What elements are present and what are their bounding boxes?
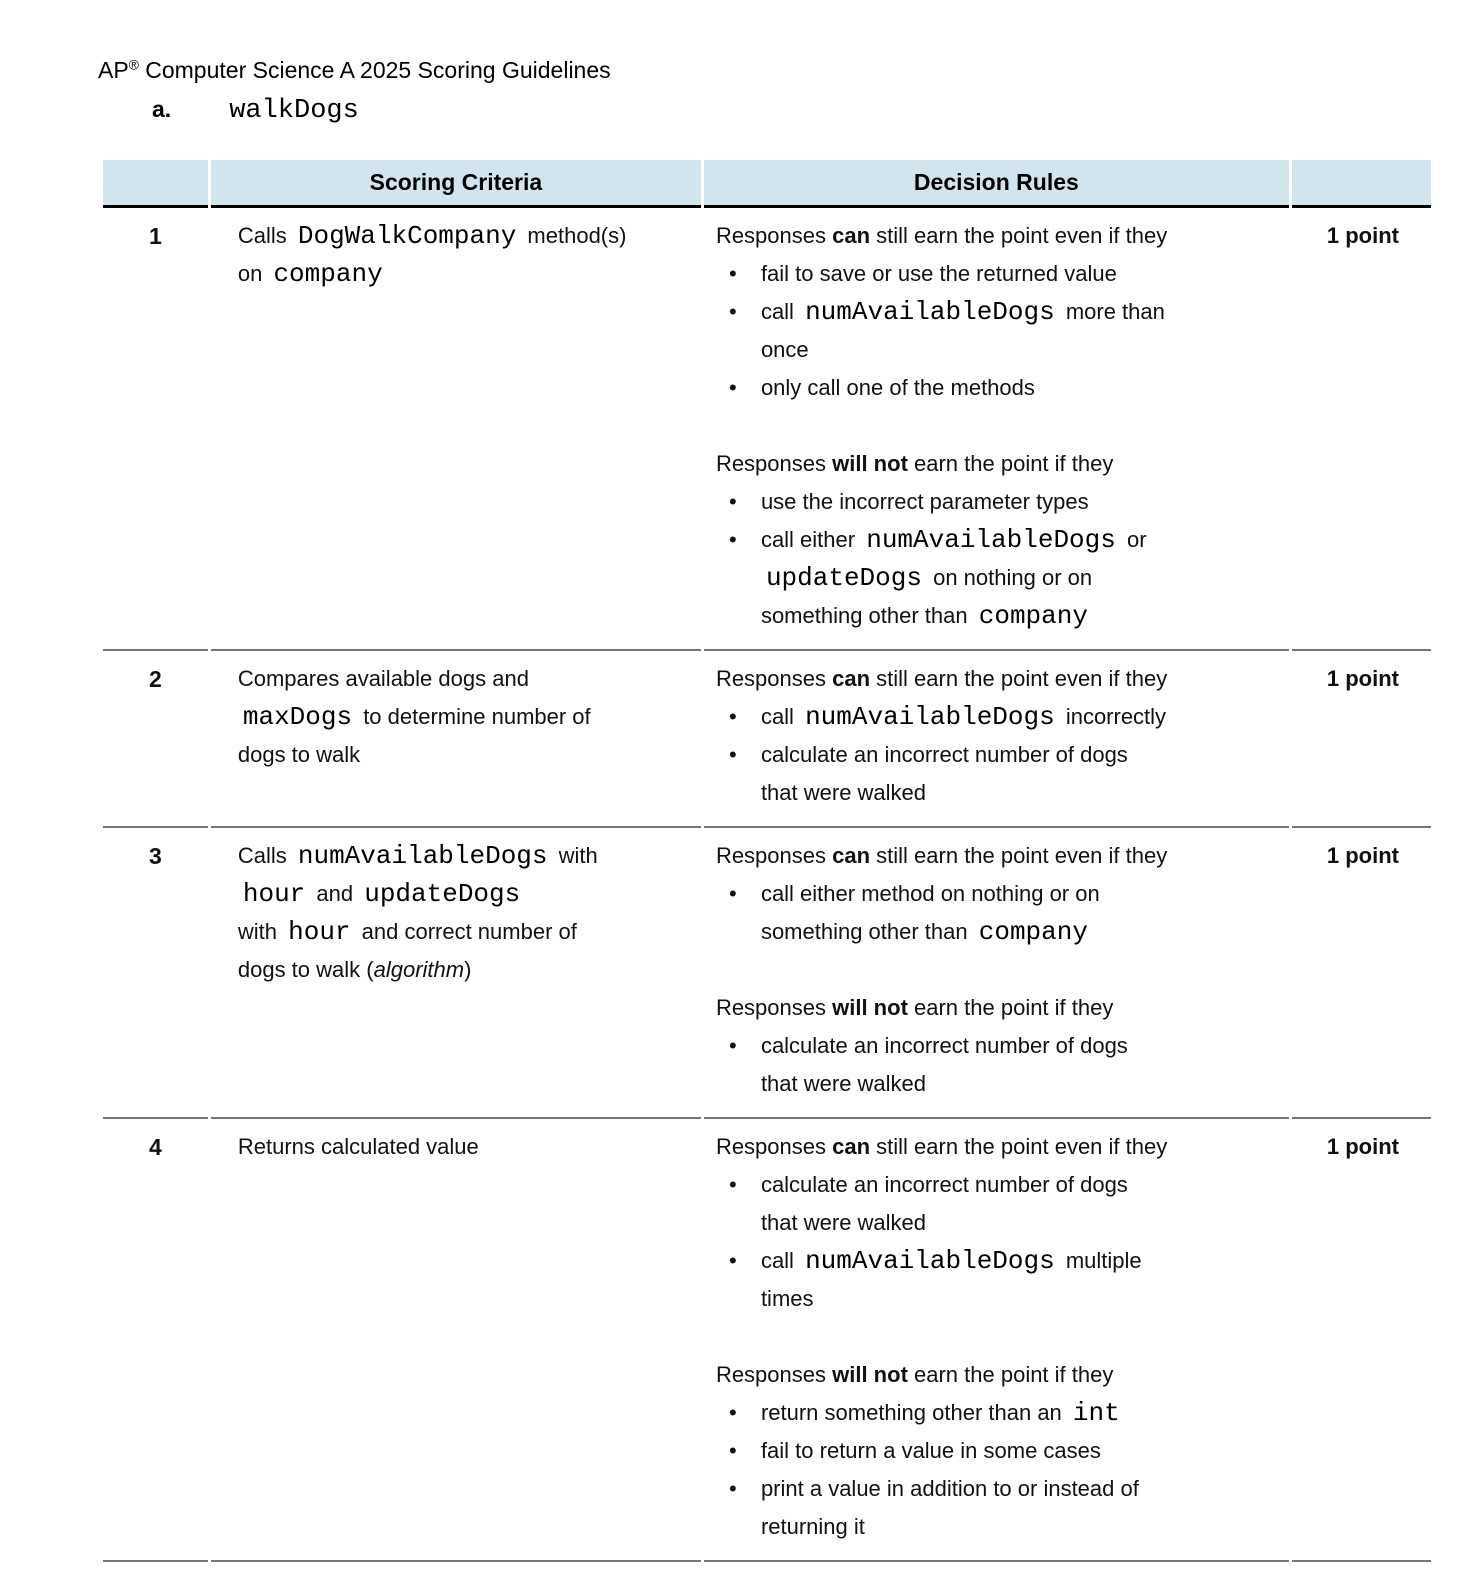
bullet-list <box>716 255 1283 407</box>
rules-paragraph <box>716 217 1283 255</box>
bullet-text <box>761 1470 1283 1546</box>
text-segment: earn the point if they <box>907 451 1114 476</box>
rules-paragraph <box>716 445 1283 483</box>
registered-mark: ® <box>128 57 139 73</box>
points-value: 1 point <box>1292 1119 1431 1562</box>
rules-paragraph <box>716 989 1283 1027</box>
criterion-text <box>211 651 701 828</box>
bullet-item <box>716 698 1283 736</box>
bullet-text <box>761 521 1283 635</box>
bullet-text <box>761 698 1283 736</box>
text-segment: Responses <box>715 666 833 691</box>
bullet-text <box>761 1166 1283 1242</box>
text-segment: dogs to walk <box>237 742 361 767</box>
text-segment: returning it <box>760 1514 865 1539</box>
text-segment: something other than <box>760 603 974 628</box>
bold-text: will not <box>832 995 908 1020</box>
bullet-list <box>716 698 1283 812</box>
rules-spacer <box>716 1318 1283 1356</box>
text-segment: dogs to walk ( <box>237 957 374 982</box>
scoring-table <box>100 160 1434 1562</box>
bullet-item <box>716 1166 1283 1242</box>
text-segment: times <box>760 1286 814 1311</box>
code-token: company <box>978 917 1088 947</box>
bullet-icon: • <box>728 375 737 400</box>
text-segment: still earn the point even if they <box>870 1134 1168 1159</box>
criterion-number: 3 <box>103 828 208 1119</box>
bullet-list <box>716 1166 1283 1318</box>
text-segment: call either method on nothing or on <box>760 881 1100 906</box>
bullet-icon: • <box>728 742 737 767</box>
bullet-icon: • <box>728 1476 737 1501</box>
code-token: int <box>1072 1398 1120 1428</box>
criterion-text <box>211 1119 701 1562</box>
text-segment: still earn the point even if they <box>870 223 1168 248</box>
bullet-item <box>716 736 1283 812</box>
code-token: company <box>273 259 383 289</box>
header-number-cell <box>103 160 208 208</box>
criterion-number: 4 <box>103 1119 208 1562</box>
bold-text: can <box>832 223 871 248</box>
bullet-text <box>761 1432 1283 1470</box>
points-value: 1 point <box>1292 828 1431 1119</box>
text-segment: that were walked <box>760 1071 927 1096</box>
code-token: numAvailableDogs <box>297 841 548 871</box>
code-token: hour <box>242 879 306 909</box>
decision-rules <box>704 1119 1289 1562</box>
text-segment: calculate an incorrect number of dogs <box>760 1172 1128 1197</box>
bullet-item <box>716 255 1283 293</box>
bullet-item <box>716 875 1283 951</box>
rules-paragraph <box>716 660 1283 698</box>
text-segment: earn the point if they <box>907 1362 1114 1387</box>
bullet-text <box>761 875 1283 951</box>
code-token: DogWalkCompany <box>297 221 517 251</box>
bullet-item <box>716 1470 1283 1546</box>
code-token: updateDogs <box>765 563 922 593</box>
text-segment: ) <box>464 957 472 982</box>
table-body <box>103 208 1431 1562</box>
text-segment: and correct number of <box>355 919 577 944</box>
bullet-text <box>761 1027 1283 1103</box>
rules-spacer <box>716 407 1283 445</box>
bullet-icon: • <box>728 299 737 324</box>
text-segment: on nothing or on <box>926 565 1093 590</box>
text-segment: with <box>552 843 598 868</box>
bullet-item <box>716 1242 1283 1318</box>
text-segment: Calls <box>237 843 293 868</box>
text-segment: only call one of the methods <box>760 375 1035 400</box>
bullet-icon: • <box>728 1033 737 1058</box>
text-segment: print a value in addition to or instead of <box>760 1476 1139 1501</box>
text-segment: fail to return a value in some cases <box>760 1438 1101 1463</box>
text-segment: Returns calculated value <box>237 1134 479 1159</box>
bullet-item <box>716 521 1283 635</box>
bullet-item <box>716 369 1283 407</box>
table-row <box>103 651 1431 828</box>
text-segment: calculate an incorrect number of dogs <box>760 1033 1128 1058</box>
criterion-number: 2 <box>103 651 208 828</box>
table-row <box>103 828 1431 1119</box>
rules-paragraph <box>716 1128 1283 1166</box>
bullet-list <box>716 483 1283 635</box>
text-segment: to determine number of <box>357 704 591 729</box>
text-segment: something other than <box>760 919 974 944</box>
bullet-item <box>716 293 1283 369</box>
text-segment: Calls <box>237 223 293 248</box>
points-value: 1 point <box>1292 208 1431 651</box>
italic-text: algorithm <box>373 957 465 982</box>
method-name: walkDogs <box>229 96 359 126</box>
text-segment: that were walked <box>760 1210 927 1235</box>
bullet-text <box>761 1394 1283 1432</box>
part-label: a. <box>152 96 172 122</box>
header-decision-rules: Decision Rules <box>704 160 1289 208</box>
bullet-list <box>716 875 1283 951</box>
text-segment: or <box>1120 527 1147 552</box>
text-segment: once <box>760 337 809 362</box>
text-segment: that were walked <box>760 780 927 805</box>
bold-text: can <box>832 1134 871 1159</box>
text-segment: fail to save or use the returned value <box>760 261 1117 286</box>
bullet-item <box>716 1394 1283 1432</box>
bullet-icon: • <box>728 1248 737 1273</box>
text-segment: Responses <box>715 995 833 1020</box>
bullet-icon: • <box>728 489 737 514</box>
table-row <box>103 208 1431 651</box>
text-segment: multiple <box>1059 1248 1142 1273</box>
text-segment: call <box>760 299 801 324</box>
bold-text: can <box>832 666 871 691</box>
bullet-icon: • <box>728 1172 737 1197</box>
table-header-row <box>103 160 1431 208</box>
rules-paragraph <box>716 837 1283 875</box>
text-segment: Responses <box>715 843 833 868</box>
criterion-number: 1 <box>103 208 208 651</box>
header-scoring-criteria: Scoring Criteria <box>211 160 701 208</box>
decision-rules <box>704 651 1289 828</box>
text-segment: call <box>760 704 801 729</box>
bullet-icon: • <box>728 881 737 906</box>
text-segment: with <box>237 919 284 944</box>
text-segment: on <box>237 261 269 286</box>
decision-rules <box>704 828 1289 1119</box>
text-segment: still earn the point even if they <box>870 843 1168 868</box>
code-token: numAvailableDogs <box>866 525 1116 555</box>
header-points-cell <box>1292 160 1431 208</box>
rules-spacer <box>716 951 1283 989</box>
text-segment: and <box>310 881 360 906</box>
bullet-text <box>761 255 1283 293</box>
bold-text: will not <box>832 451 908 476</box>
code-token: numAvailableDogs <box>805 297 1055 327</box>
text-segment: method(s) <box>521 223 627 248</box>
criterion-text <box>211 208 701 651</box>
bullet-icon: • <box>728 1400 737 1425</box>
bullet-item <box>716 1027 1283 1103</box>
text-segment: call either <box>760 527 862 552</box>
text-segment: still earn the point even if they <box>870 666 1168 691</box>
bullet-icon: • <box>728 527 737 552</box>
decision-rules <box>704 208 1289 651</box>
text-segment: Responses <box>715 1134 833 1159</box>
bullet-text <box>761 483 1283 521</box>
bullet-text <box>761 293 1283 369</box>
text-segment: Responses <box>715 451 833 476</box>
rules-paragraph <box>716 1356 1283 1394</box>
code-token: maxDogs <box>242 702 353 732</box>
points-value: 1 point <box>1292 651 1431 828</box>
text-segment: return something other than an <box>760 1400 1068 1425</box>
text-segment: earn the point if they <box>907 995 1114 1020</box>
table-row <box>103 1119 1431 1562</box>
bullet-item <box>716 1432 1283 1470</box>
code-token: numAvailableDogs <box>805 1246 1055 1276</box>
bullet-item <box>716 483 1283 521</box>
text-segment: call <box>760 1248 801 1273</box>
part-row <box>152 96 359 126</box>
text-segment: incorrectly <box>1059 704 1167 729</box>
bold-text: can <box>832 843 871 868</box>
bullet-text <box>761 369 1283 407</box>
title-prefix: AP <box>98 57 129 83</box>
code-token: numAvailableDogs <box>805 702 1055 732</box>
bullet-text <box>761 736 1283 812</box>
page-title <box>98 57 611 84</box>
code-token: hour <box>288 917 351 947</box>
text-segment: use the incorrect parameter types <box>760 489 1089 514</box>
title-rest: Computer Science A 2025 Scoring Guidelines <box>138 57 611 83</box>
code-token: company <box>978 601 1088 631</box>
bullet-icon: • <box>728 1438 737 1463</box>
text-segment: more than <box>1059 299 1165 324</box>
code-token: updateDogs <box>364 879 521 909</box>
bullet-icon: • <box>728 704 737 729</box>
bullet-text <box>761 1242 1283 1318</box>
text-segment: Responses <box>715 223 833 248</box>
text-segment: calculate an incorrect number of dogs <box>760 742 1128 767</box>
text-segment: Compares available dogs and <box>237 666 529 691</box>
bullet-list <box>716 1027 1283 1103</box>
criterion-text <box>211 828 701 1119</box>
text-segment: Responses <box>715 1362 833 1387</box>
bullet-icon: • <box>728 261 737 286</box>
bold-text: will not <box>832 1362 908 1387</box>
bullet-list <box>716 1394 1283 1546</box>
